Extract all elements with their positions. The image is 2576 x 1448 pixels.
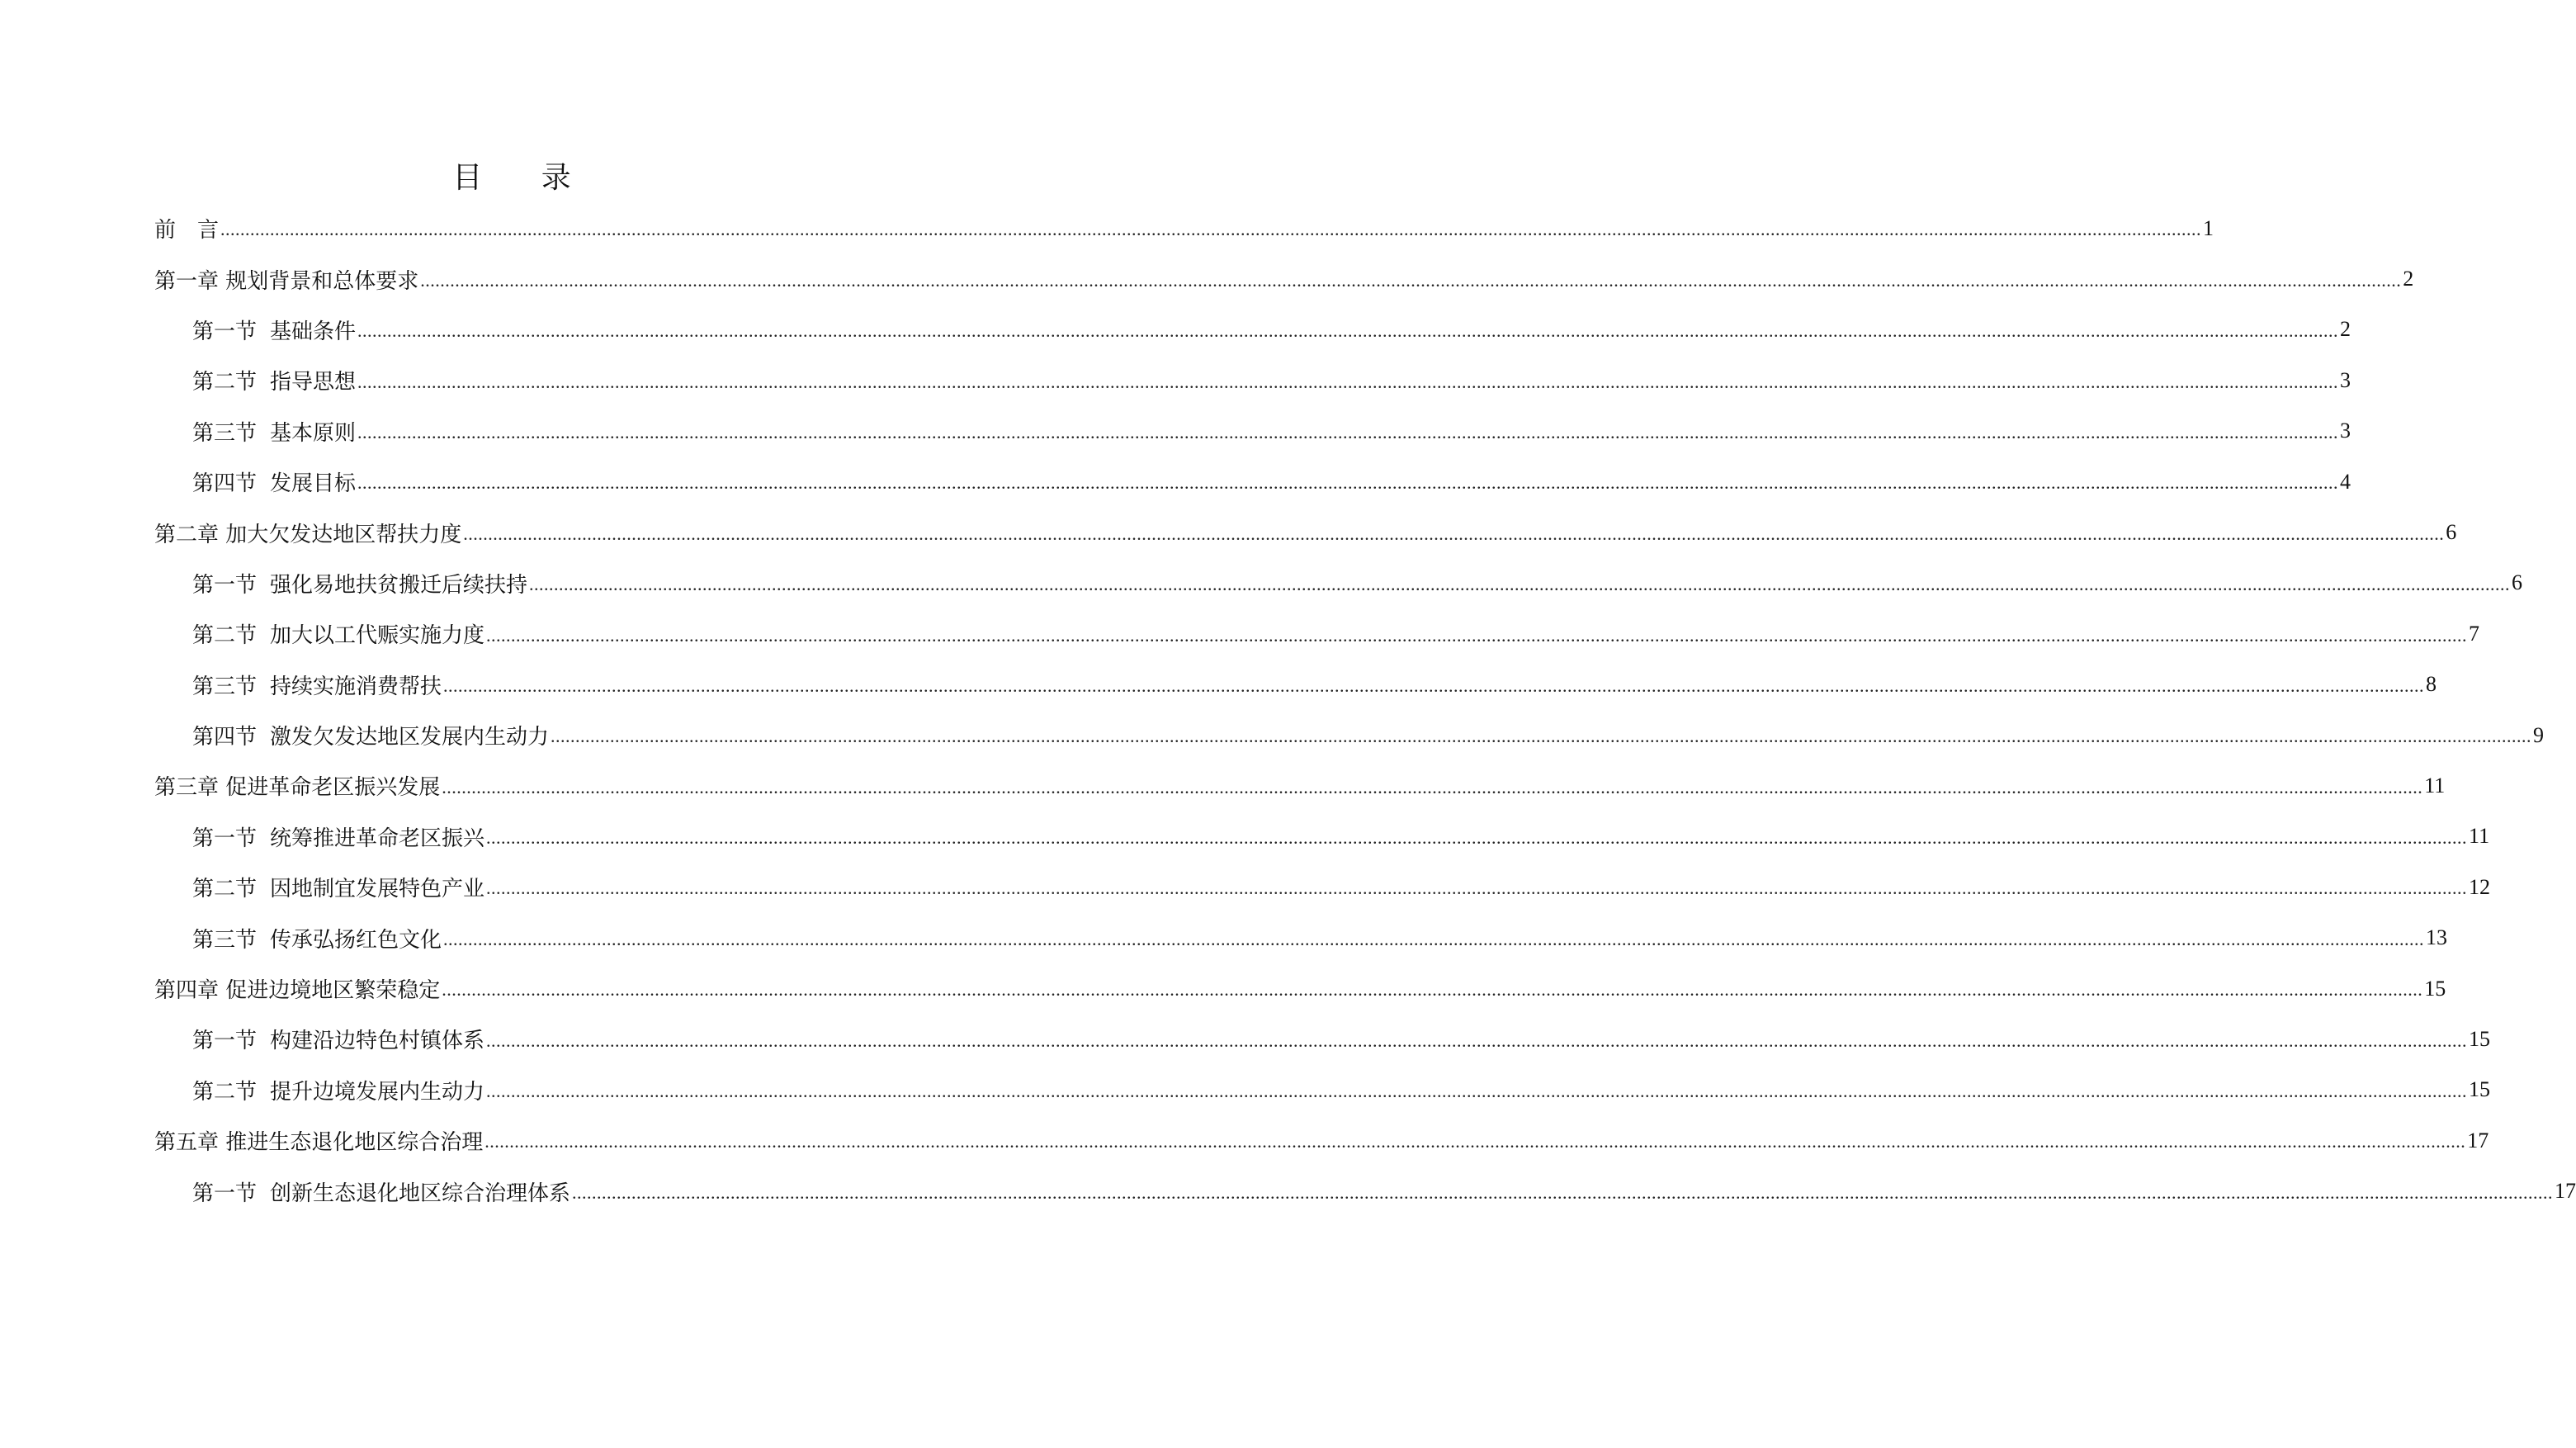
toc-entry-label [192, 821, 484, 852]
toc-dot-leader: ................................................................................................................................................................................................................................................................................................................................................................................................................ [572, 1181, 2554, 1203]
toc-title: 目 录 [452, 161, 596, 195]
toc-section-link[interactable] [0, 1014, 2491, 1064]
toc-item [0, 1115, 2489, 1166]
toc-entry-label [192, 1075, 484, 1105]
toc-section-number: 第二节 [192, 623, 258, 649]
toc-chapter-link[interactable] [0, 760, 2446, 811]
toc-item [0, 660, 2437, 710]
toc-section-number: 第一节 [192, 319, 258, 344]
toc-section-number: 第四节 [192, 725, 258, 750]
toc-entry-text: 统筹推进革命老区振兴 [270, 826, 485, 851]
toc-dot-leader: ................................................................................................................................................................................................................................................................................................................................................................................................................ [529, 574, 2511, 595]
toc-entry-label [192, 568, 527, 599]
toc-page-number: 2 [2403, 267, 2414, 291]
toc-entry-text: 因地制宜发展特色产业 [270, 877, 485, 902]
toc-dot-leader: ................................................................................................................................................................................................................................................................................................................................................................................................................ [486, 878, 2468, 899]
toc-dot-leader: ................................................................................................................................................................................................................................................................................................................................................................................................................ [357, 371, 2339, 392]
toc-item [0, 862, 2491, 912]
toc-section-number: 第一节 [192, 826, 258, 851]
toc-entry-label [192, 365, 356, 395]
toc-page-number: 11 [2424, 773, 2446, 797]
toc-entry-text: 指导思想 [270, 370, 357, 395]
toc-entry-label [192, 670, 442, 700]
toc-item [0, 1065, 2491, 1115]
toc-item [0, 812, 2490, 862]
toc-page-number: 2 [2340, 317, 2351, 342]
toc-chapter-link[interactable] [0, 253, 2414, 304]
toc-dot-leader: ................................................................................................................................................................................................................................................................................................................................................................................................................ [443, 928, 2425, 949]
toc-entry-text: 第五章 推进生态退化地区综合治理 [154, 1130, 484, 1156]
toc-item [0, 558, 2523, 608]
toc-section-link[interactable] [0, 862, 2491, 912]
toc-entry-text: 创新生态退化地区综合治理体系 [270, 1181, 571, 1206]
toc-dot-leader: ................................................................................................................................................................................................................................................................................................................................................................................................................ [486, 1081, 2468, 1102]
toc-section-link[interactable] [0, 660, 2437, 710]
toc-entry-text: 第四章 促进边境地区繁荣稳定 [154, 978, 441, 1004]
toc-chapter-link[interactable] [0, 963, 2446, 1014]
toc-item [0, 1014, 2491, 1064]
toc-item [0, 305, 2351, 355]
toc-dot-leader: ................................................................................................................................................................................................................................................................................................................................................................................................................ [443, 674, 2425, 696]
toc-section-link[interactable] [0, 457, 2351, 507]
toc-entry-text: 提升边境发展内生动力 [270, 1079, 485, 1105]
toc-entry-label [192, 618, 484, 649]
toc-page-number: 17 [2467, 1128, 2489, 1152]
toc-entry-label [192, 1024, 484, 1054]
toc-item [0, 457, 2351, 507]
toc-item [0, 507, 2457, 557]
toc-section-number: 第一节 [192, 572, 258, 598]
toc-dot-leader: ................................................................................................................................................................................................................................................................................................................................................................................................................ [486, 827, 2468, 849]
toc-entry-text: 加大以工代赈实施力度 [270, 623, 485, 649]
toc-item [0, 355, 2351, 405]
toc-dot-leader: ................................................................................................................................................................................................................................................................................................................................................................................................................ [442, 776, 2423, 797]
toc-dot-leader: ................................................................................................................................................................................................................................................................................................................................................................................................................ [486, 624, 2468, 646]
toc-entry-label [154, 973, 440, 1004]
toc-page-number: 3 [2340, 419, 2351, 443]
toc-item [0, 608, 2480, 659]
toc-list [0, 203, 2576, 1217]
toc-entry-label [154, 213, 219, 244]
toc-section-link[interactable] [0, 355, 2351, 405]
toc-page-number: 15 [2469, 1026, 2491, 1051]
toc-entry-text: 基本原则 [270, 420, 357, 446]
toc-dot-leader: ................................................................................................................................................................................................................................................................................................................................................................................................................ [357, 472, 2339, 494]
toc-entry-label [154, 770, 440, 801]
toc-entry-text: 第三章 促进革命老区振兴发展 [154, 775, 441, 801]
toc-section-link[interactable] [0, 608, 2480, 659]
toc-chapter-link[interactable] [0, 1115, 2489, 1166]
toc-section-number: 第二节 [192, 877, 258, 902]
toc-entry-label [192, 416, 356, 447]
toc-section-link[interactable] [0, 1065, 2491, 1115]
toc-item [0, 203, 2214, 253]
toc-section-link[interactable] [0, 305, 2351, 355]
toc-entry-label [192, 315, 356, 345]
toc-section-number: 第二节 [192, 370, 258, 395]
toc-section-link[interactable] [0, 912, 2448, 963]
toc-dot-leader: ................................................................................................................................................................................................................................................................................................................................................................................................................ [463, 523, 2445, 544]
toc-page-number: 9 [2533, 722, 2545, 747]
toc-page-number: 1 [2203, 215, 2214, 240]
toc-item [0, 963, 2446, 1014]
toc-page-number: 15 [2469, 1077, 2491, 1102]
toc-section-number: 第三节 [192, 927, 258, 953]
toc-dot-leader: ................................................................................................................................................................................................................................................................................................................................................................................................................ [484, 1131, 2466, 1152]
toc-entry-text: 第一章 规划背景和总体要求 [154, 268, 419, 294]
toc-section-number: 第三节 [192, 674, 258, 699]
toc-section-number: 第二节 [192, 1079, 258, 1105]
toc-dot-leader: ................................................................................................................................................................................................................................................................................................................................................................................................................ [442, 979, 2423, 1001]
toc-entry-label [192, 466, 356, 497]
toc-entry-text: 第二章 加大欠发达地区帮扶力度 [154, 522, 462, 547]
toc-chapter-link[interactable] [0, 507, 2457, 557]
toc-dot-leader: ................................................................................................................................................................................................................................................................................................................................................................................................................ [420, 269, 2402, 291]
toc-item [0, 710, 2545, 760]
toc-page-number: 3 [2340, 367, 2351, 392]
toc-page-number: 11 [2469, 824, 2490, 849]
toc-dot-leader: ................................................................................................................................................................................................................................................................................................................................................................................................................ [220, 219, 2202, 240]
toc-page-number: 6 [2446, 520, 2457, 545]
toc-page-number: 6 [2512, 570, 2523, 595]
toc-entry-text: 构建沿边特色村镇体系 [270, 1029, 485, 1054]
toc-entry-text: 基础条件 [270, 319, 357, 344]
toc-section-link[interactable] [0, 1166, 2576, 1216]
toc-section-number: 第三节 [192, 420, 258, 446]
toc-item [0, 760, 2446, 811]
toc-entry-text: 前 言 [154, 218, 220, 244]
toc-dot-leader: ................................................................................................................................................................................................................................................................................................................................................................................................................ [486, 1029, 2468, 1051]
toc-section-number: 第一节 [192, 1029, 258, 1054]
toc-section-link[interactable] [0, 406, 2351, 457]
toc-entry-label [154, 1125, 483, 1156]
toc-entry-label [154, 264, 418, 295]
toc-entry-text: 激发欠发达地区发展内生动力 [270, 725, 550, 750]
toc-entry-label [192, 923, 442, 954]
toc-section-link[interactable] [0, 558, 2523, 608]
toc-item [0, 253, 2414, 304]
toc-item [0, 1166, 2576, 1216]
toc-entry-text: 发展目标 [270, 471, 357, 497]
toc-section-number: 第四节 [192, 471, 258, 497]
toc-section-number: 第一节 [192, 1181, 258, 1206]
toc-page-number: 8 [2426, 672, 2437, 697]
toc-entry-text: 传承弘扬红色文化 [270, 927, 442, 953]
toc-page-number: 15 [2424, 976, 2446, 1001]
toc-entry-label [192, 872, 484, 902]
toc-page-number: 12 [2469, 874, 2491, 899]
toc-dot-leader: ................................................................................................................................................................................................................................................................................................................................................................................................................ [357, 421, 2339, 442]
toc-page-number: 13 [2426, 925, 2448, 950]
toc-entry-label [192, 720, 549, 750]
toc-entry-text: 持续实施消费帮扶 [270, 674, 442, 699]
toc-section-link[interactable] [0, 812, 2490, 862]
toc-entry-label [192, 1176, 570, 1207]
toc-section-link[interactable] [0, 710, 2545, 760]
toc-chapter-link[interactable] [0, 203, 2214, 253]
toc-item [0, 406, 2351, 457]
toc-item [0, 912, 2448, 963]
toc-page-number: 17 [2555, 1179, 2576, 1204]
toc-page-number: 7 [2469, 621, 2480, 646]
toc-dot-leader: ................................................................................................................................................................................................................................................................................................................................................................................................................ [551, 726, 2532, 747]
toc-dot-leader: ................................................................................................................................................................................................................................................................................................................................................................................................................ [357, 320, 2339, 342]
toc-entry-text: 强化易地扶贫搬迁后续扶持 [270, 572, 528, 598]
toc-entry-label [154, 518, 461, 548]
toc-page-number: 4 [2340, 469, 2351, 494]
